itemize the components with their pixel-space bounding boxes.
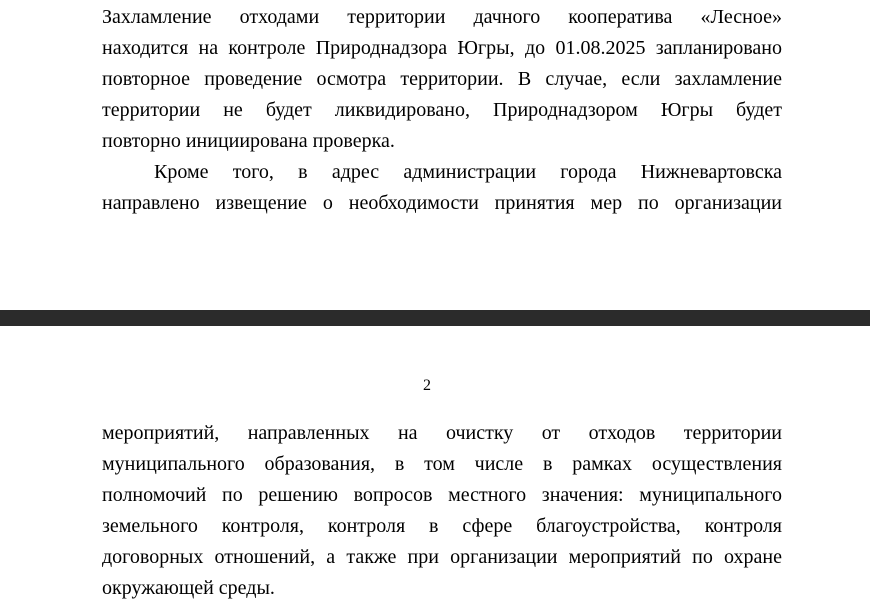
paragraph-waste-control [102,2,782,157]
page-separator [0,310,870,326]
text-line: Захламление отходами территории дачного кооператива «Лесное» [102,6,782,28]
text-line: мероприятий, направленных на очистку от отходов территории [102,422,782,444]
paragraph-measures [102,418,782,604]
paragraph-administration-notice [102,157,782,219]
text-line: Кроме того, в адрес администрации города Нижневартовска [154,161,782,183]
text-line: договорных отношений, а также при организации мероприятий по охране [102,546,782,568]
text-line: муниципального образования, в том числе в рамках осуществления [102,453,782,475]
text-line: окружающей среды. [102,577,275,599]
page-number: 2 [423,377,431,394]
text-line: полномочий по решению вопросов местного значения: муниципального [102,484,782,506]
page-1-text [102,2,782,219]
page-2-text [102,418,782,604]
text-line: находится на контроле Природнадзора Югры, до 01.08.2025 запланировано [102,37,782,59]
text-line: повторное проведение осмотра территории. В случае, если захламление [102,68,782,90]
text-line: направлено извещение о необходимости принятия мер по организации [102,192,782,214]
text-line: территории не будет ликвидировано, Природнадзором Югры будет [102,99,782,121]
text-line: земельного контроля, контроля в сфере благоустройства, контроля [102,515,782,537]
text-line: повторно инициирована проверка. [102,130,395,152]
